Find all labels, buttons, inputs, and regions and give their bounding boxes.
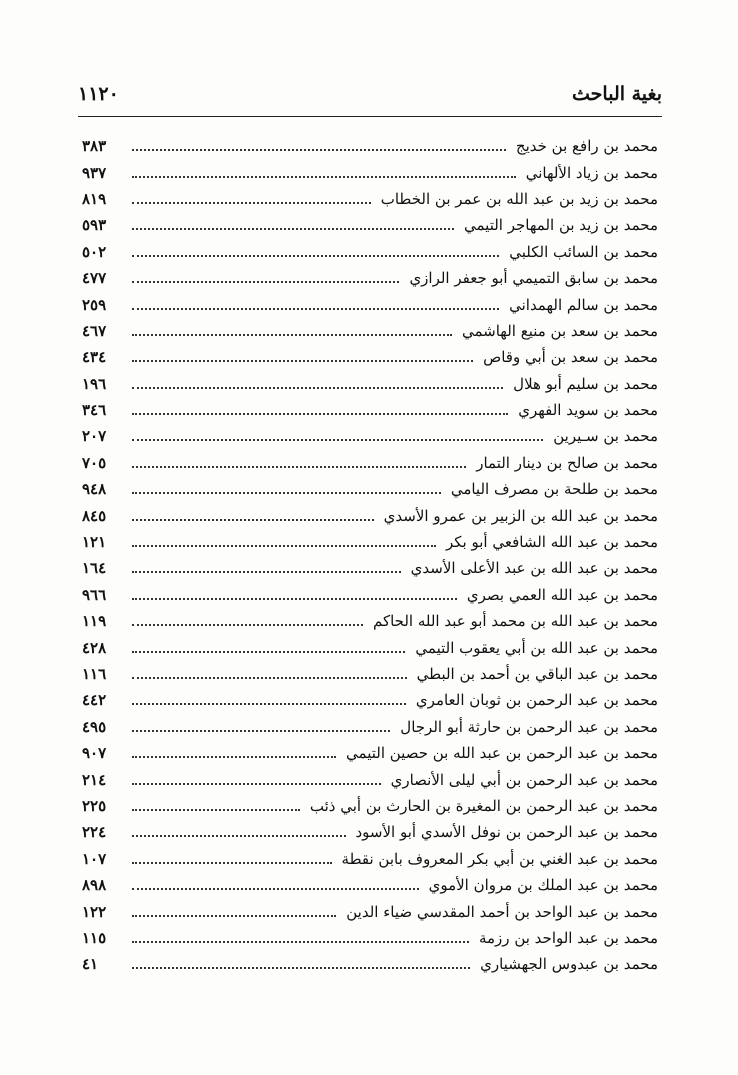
index-entry (82, 186, 658, 212)
entry-name: محمد بن سويد الفهري (518, 401, 658, 420)
entry-name: محمد بن عبد الله بن محمد أبو عبد الله الحاكم (372, 612, 658, 631)
entry-page-number: ٩٤٨ (82, 480, 107, 499)
dot-leader (132, 439, 543, 441)
entry-page-number: ٢١٤ (82, 770, 107, 789)
dot-leader (132, 545, 436, 547)
dot-leader (132, 651, 405, 653)
entry-page-number: ١٦٤ (82, 559, 107, 578)
index-entry (82, 819, 658, 845)
entry-name: محمد بن سـيرين (553, 427, 658, 446)
entry-name: محمد بن طلحة بن مصرف اليامي (450, 480, 658, 499)
entry-name: محمد بن زيد بن المهاجر التيمي (464, 216, 658, 235)
dot-leader (132, 835, 346, 837)
index-entry (82, 476, 658, 502)
index-entry (82, 529, 658, 555)
index-entry (82, 318, 658, 344)
entry-name: محمد بن عبد الرحمن بن المغيرة بن الحارث بن أبي ذئب (309, 796, 658, 815)
entry-page-number: ١٩٦ (82, 374, 107, 393)
entry-name: محمد بن عبدوس الجهشياري (480, 955, 658, 974)
entry-name: محمد بن عبد الله الشافعي أبو بكر (446, 533, 658, 552)
dot-leader (132, 255, 499, 257)
entry-name: محمد بن سابق التميمي أبو جعفر الرازي (409, 269, 658, 288)
dot-leader (132, 888, 419, 890)
dot-leader (132, 281, 399, 283)
dot-leader (132, 941, 469, 943)
entry-name: محمد بن عبد الرحمن بن حارثة أبو الرجال (400, 717, 658, 736)
entry-page-number: ١٢١ (82, 533, 107, 552)
entry-name: محمد بن عبد الله العمي بصري (466, 585, 658, 604)
index-entry (82, 291, 658, 317)
entry-name: محمد بن عبد الله بن عبد الأعلى الأسدي (410, 559, 658, 578)
dot-leader (132, 677, 407, 679)
dot-leader (132, 598, 457, 600)
index-entry (82, 133, 658, 159)
entry-name: محمد بن عبد الغني بن أبي بكر المعروف بابن نقطة (341, 849, 658, 868)
dot-leader (132, 862, 332, 864)
entry-page-number: ٥٠٢ (82, 242, 107, 261)
entry-page-number: ١١٩ (82, 612, 107, 631)
index-entry (82, 450, 658, 476)
entry-page-number: ٤٧٧ (82, 269, 107, 288)
entry-page-number: ٢٢٤ (82, 823, 107, 842)
entry-name: محمد بن عبد الواحد بن أحمد المقدسي ضياء الدين (346, 902, 658, 921)
index-entry (82, 608, 658, 634)
index-entry (82, 740, 658, 766)
entry-name: محمد بن زياد الألهاني (525, 163, 658, 182)
entry-name: محمد بن عبد الله بن أبي يعقوب التيمي (415, 638, 658, 657)
entry-page-number: ١١٦ (82, 665, 107, 683)
dot-leader (132, 809, 300, 811)
dot-leader (132, 571, 401, 573)
page-header (78, 78, 662, 110)
index-entry (82, 766, 658, 792)
entry-page-number: ٥٩٣ (82, 216, 107, 235)
index-entry (82, 661, 658, 687)
dot-leader (132, 756, 336, 758)
dot-leader (132, 176, 516, 178)
book-title: بغية الباحث (572, 83, 662, 105)
entry-name: محمد بن عبد الرحمن بن عبد الله بن حصين التيمي (346, 744, 658, 763)
dot-leader (132, 730, 390, 732)
page-number: ١١٢٠ (78, 83, 119, 105)
index-entry (82, 423, 658, 449)
entry-page-number: ٨٤٥ (82, 506, 107, 525)
index-entry (82, 951, 658, 977)
index-entry (82, 212, 658, 238)
entry-page-number: ٤٣٤ (82, 348, 107, 367)
index-entry (82, 714, 658, 740)
index-entry (82, 793, 658, 819)
entry-page-number: ٤٦٧ (82, 321, 107, 340)
entry-name: محمد بن سعد بن منيع الهاشمي (461, 321, 658, 340)
entry-page-number: ٣٤٦ (82, 401, 107, 420)
entry-page-number: ٩٠٧ (82, 744, 107, 763)
entry-name: محمد بن عبد الباقي بن أحمد بن البطي (416, 665, 658, 683)
entry-page-number: ٩٦٦ (82, 585, 107, 604)
index-entry (82, 265, 658, 291)
dot-leader (132, 334, 452, 336)
entry-page-number: ٢٥٩ (82, 295, 107, 314)
dot-leader (132, 360, 473, 362)
entry-name: محمد بن عبد الله بن الزبير بن عمرو الأسدي (383, 506, 658, 525)
index-entry (82, 634, 658, 660)
index-entry (82, 925, 658, 951)
entry-page-number: ٢٢٥ (82, 796, 107, 815)
index-entry (82, 846, 658, 872)
entry-name: محمد بن سالم الهمداني (509, 295, 658, 314)
dot-leader (132, 703, 406, 705)
entry-page-number: ٤٢٨ (82, 638, 107, 657)
entry-page-number: ٢٠٧ (82, 427, 107, 446)
entry-page-number: ٨١٩ (82, 189, 107, 208)
entry-page-number: ٤٩٥ (82, 717, 107, 736)
dot-leader (132, 149, 506, 151)
index-entry (82, 344, 658, 370)
header-rule (78, 116, 662, 117)
dot-leader (132, 915, 336, 917)
dot-leader (132, 466, 466, 468)
dot-leader (132, 387, 503, 389)
dot-leader (132, 624, 363, 626)
entry-page-number: ٧٠٥ (82, 453, 107, 472)
entry-name: محمد بن زيد بن عبد الله بن عمر بن الخطاب (380, 189, 658, 208)
index-entry (82, 397, 658, 423)
index-entry (82, 582, 658, 608)
entry-page-number: ٩٣٧ (82, 163, 107, 182)
dot-leader (132, 228, 454, 230)
dot-leader (132, 202, 371, 204)
index-entry (82, 502, 658, 528)
dot-leader (132, 308, 499, 310)
dot-leader (132, 492, 441, 494)
entry-name: محمد بن عبد الرحمن بن نوفل الأسدي أبو الأسود (355, 823, 658, 842)
entry-name: محمد بن سعد بن أبي وقاص (483, 348, 658, 367)
entry-name: محمد بن عبد الرحمن بن ثوبان العامري (415, 691, 658, 710)
entry-name: محمد بن رافع بن خديج (515, 137, 658, 156)
index-entry (82, 159, 658, 185)
entry-name: محمد بن عبد الرحمن بن أبي ليلى الأنصاري (390, 770, 658, 789)
index-entry (82, 555, 658, 581)
entry-page-number: ١١٥ (82, 928, 107, 947)
entry-name: محمد بن سليم أبو هلال (513, 374, 658, 393)
entry-page-number: ١٠٧ (82, 849, 107, 868)
index-entry (82, 898, 658, 924)
entry-page-number: ٤٤٢ (82, 691, 107, 710)
dot-leader (132, 967, 470, 969)
entry-page-number: ٨٩٨ (82, 876, 107, 895)
entry-page-number: ١٢٢ (82, 902, 107, 921)
dot-leader (132, 519, 374, 521)
dot-leader (132, 413, 508, 415)
index-list (82, 133, 658, 978)
index-entry (82, 687, 658, 713)
entry-name: محمد بن عبد الملك بن مروان الأموي (428, 876, 658, 895)
entry-page-number: ٣٨٣ (82, 137, 107, 156)
index-entry (82, 371, 658, 397)
index-entry (82, 239, 658, 265)
entry-name: محمد بن عبد الواحد بن رزمة (478, 928, 658, 947)
entry-name: محمد بن السائب الكلبي (509, 242, 658, 261)
dot-leader (132, 783, 381, 785)
entry-name: محمد بن صالح بن دينار التمار (476, 453, 658, 472)
entry-page-number: ٤١ (82, 955, 99, 974)
index-entry (82, 872, 658, 898)
